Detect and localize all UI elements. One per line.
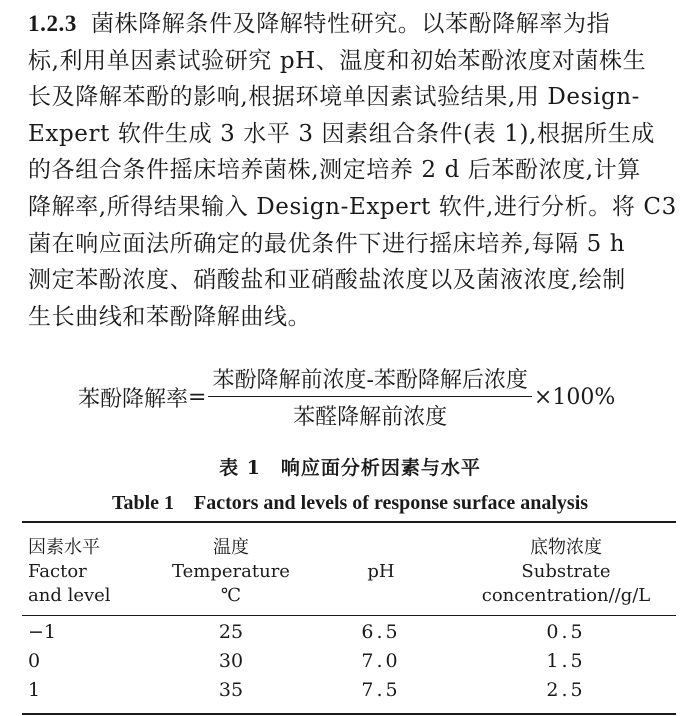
body-paragraph (28, 6, 677, 335)
paragraph-line: 测定苯酚浓度、硝酸盐和亚硝酸盐浓度以及菌液浓度,绘制 (28, 267, 626, 294)
formula-denominator: 苯醛降解前浓度 (293, 405, 448, 430)
formula-equals: = (188, 384, 207, 410)
cell-level: 0 (28, 650, 41, 672)
table-top-rule (22, 521, 676, 523)
table-row (0, 650, 700, 678)
paragraph-line: 的各组合条件摇床培养菌株,测定培养 2 d 后苯酚浓度,计算 (28, 157, 641, 184)
table-bottom-rule (22, 713, 676, 715)
header-factor-level: 因素水平 Factor and level (28, 537, 111, 606)
table-row (0, 621, 700, 649)
formula-numerator: 苯酚降解前浓度-苯酚降解后浓度 (208, 363, 531, 397)
header-temperature: 温度 Temperature ℃ (172, 537, 290, 606)
degradation-rate-formula (78, 364, 615, 430)
formula-multiplier: ×100% (533, 384, 616, 410)
table-caption-en: Table 1 Factors and levels of response surface analysis (111, 492, 589, 514)
header-ph: pH (367, 561, 395, 582)
paragraph-line: 菌在响应面法所确定的最优条件下进行摇床培养,每隔 5 h (28, 230, 626, 257)
paragraph-line: 长及降解苯酚的影响,根据环境单因素试验结果,用 Design- (28, 84, 641, 111)
cell-substrate: 1.5 (546, 650, 586, 672)
cell-ph: 7.5 (361, 679, 401, 701)
cell-temperature: 25 (218, 621, 244, 643)
table-mid-rule (22, 615, 676, 616)
table-row (0, 679, 700, 707)
cell-level: −1 (28, 621, 57, 643)
cell-ph: 6.5 (361, 621, 401, 643)
paragraph-line: 1.2.3 菌株降解条件及降解特性研究。以苯酚降解率为指 (28, 11, 611, 37)
cell-ph: 7.0 (361, 650, 401, 672)
paragraph-line: 降解率,所得结果输入 Design-Expert 软件,进行分析。将 C3 (28, 193, 677, 220)
cell-substrate: 0.5 (546, 621, 586, 643)
formula-fraction (208, 363, 531, 431)
cell-level: 1 (28, 679, 41, 701)
cell-temperature: 35 (218, 679, 244, 701)
paragraph-line: Expert 软件生成 3 水平 3 因素组合条件(表 1),根据所生成 (28, 120, 655, 147)
paragraph-line: 标,利用单因素试验研究 pH、温度和初始苯酚浓度对菌株生 (28, 47, 647, 74)
header-substrate: 底物浓度 Substrate concentration//g/L (481, 537, 651, 606)
cell-temperature: 30 (218, 650, 244, 672)
table-caption-cn: 表 1 响应面分析因素与水平 (219, 457, 481, 479)
cell-substrate: 2.5 (546, 679, 586, 701)
paragraph-line: 生长曲线和苯酚降解曲线。 (28, 303, 312, 330)
formula-lhs: 苯酚降解率 (78, 386, 189, 412)
section-number: 1.2.3 (28, 11, 77, 36)
